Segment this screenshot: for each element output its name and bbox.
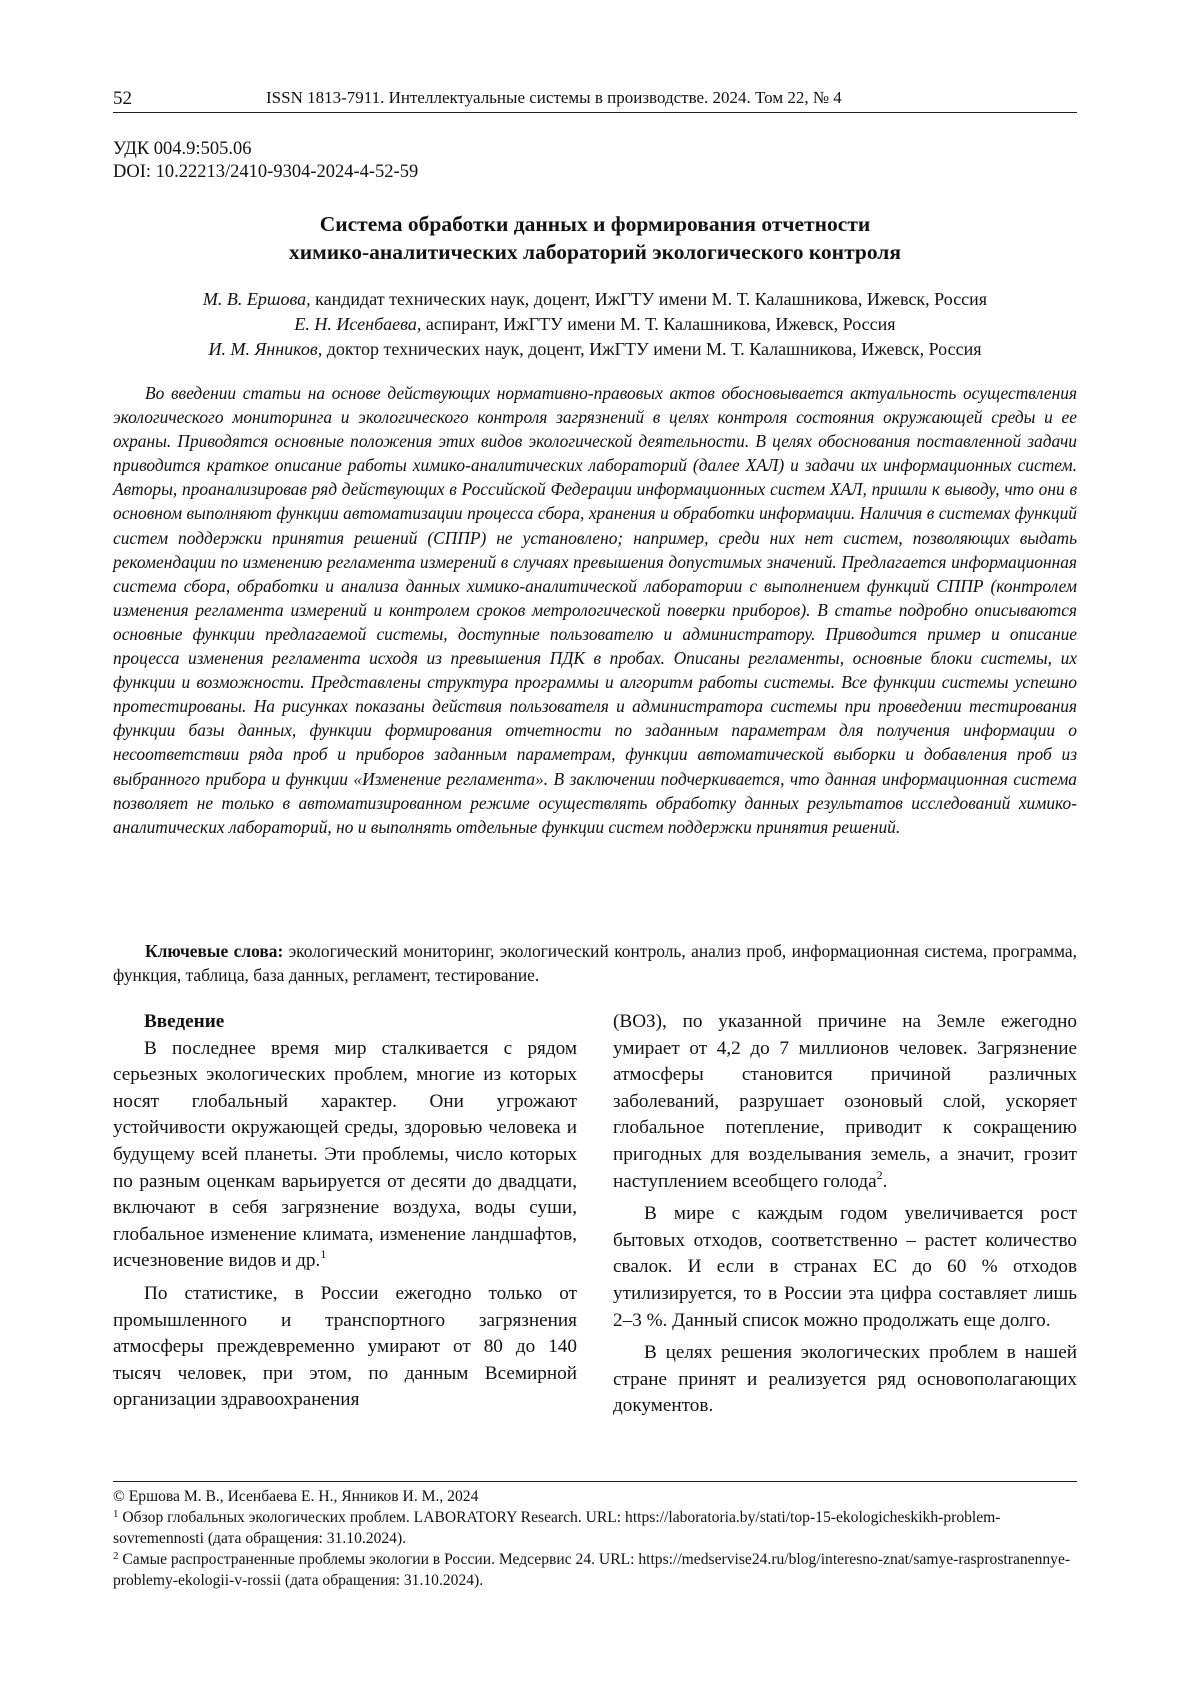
page-number: 52 <box>113 88 132 109</box>
footnote-ref[interactable]: 2 <box>876 1167 883 1182</box>
paragraph: По статистике, в России ежегодно только от промышленного и транспортного загрязнения атмосферы преждевременно умирают от 80 до 140 тысяч человек, при этом, по данным Всемирной организации здравоохранения <box>113 1282 577 1411</box>
section-heading-introduction: Введение <box>144 1011 225 1032</box>
keywords-text: экологический мониторинг, экологический контроль, анализ проб, информационная система, программа, функция, таблица, база данных, регламент, тестирование. <box>113 941 1077 985</box>
paragraph-text: В последнее время мир сталкивается с рядом серьезных экологических проблем, многие из которых носят глобальный характер. Они угрожают устойчивости окружающей среды, здоровью человека и будущему всей планеты. Эти проблемы, число которых по разным оценкам варьируется от десяти до двадцати, включают в себя загрязнение воздуха, воды суши, глобальное изменение климата, изменение ландшафтов, исчезновение видов и др. <box>113 1037 577 1272</box>
udk-code: УДК 004.9:505.06 <box>113 139 252 159</box>
paragraph <box>613 1009 1077 1195</box>
paragraph: В мире с каждым годом увеличивается рост бытовых отходов, соответственно – растет количество свалок. И если в странах ЕС до 60 % отходов утилизируется, то в России эта цифра составляет лишь 2–3 %. Данный список можно продолжать еще долго. <box>613 1203 1077 1331</box>
author-line <box>113 287 1077 312</box>
title-line-1: Система обработки данных и формирования отчетности <box>319 212 871 236</box>
footnotes <box>113 1486 1077 1591</box>
paragraph: В целях решения экологических проблем в нашей стране принят и реализуется ряд основополагающих документов. <box>613 1342 1077 1417</box>
keywords <box>113 939 1077 987</box>
paragraph <box>113 1036 577 1275</box>
journal-title: ISSN 1813-7911. Интеллектуальные системы в производстве. 2024. Том 22, № 4 <box>266 88 842 107</box>
title-line-2: химико-аналитических лабораторий экологического контроля <box>288 240 902 264</box>
footnote-ref[interactable]: 1 <box>320 1247 327 1262</box>
author-name: М. В. Ершова, <box>202 289 311 309</box>
author-affiliation: аспирант, ИжГТУ имени М. Т. Калашникова, Ижевск, Россия <box>421 314 896 334</box>
running-header <box>113 86 1077 113</box>
keywords-label: Ключевые слова: <box>145 941 284 961</box>
author-line <box>113 312 1077 337</box>
left-column <box>113 1009 577 1420</box>
doi: DOI: 10.22213/2410-9304-2024-4-52-59 <box>113 162 419 182</box>
footnote-divider <box>113 1481 1077 1482</box>
author-line <box>113 337 1077 362</box>
abstract: Во введении статьи на основе действующих нормативно-правовых актов обосновывается актуальность осуществления экологического мониторинга и экологического контроля загрязнений в целях контроля состояния окружающей среды и ее охраны. Приводятся основные положения этих видов экологической деятельности. В целях обоснования поставленной задачи приводится краткое описание работы химико-аналитических лабораторий (далее ХАЛ) и задачи их информационных систем. Авторы, проанализировав ряд действующих в Российской Федерации информационных систем ХАЛ, пришли к выводу, что они в основном выполняют функции автоматизации процесса сбора, хранения и обработки информации. Наличия в системах функций систем поддержки принятия решений (СППР) не установлено; например, среди них нет систем, позволяющих выдать рекомендации по изменению регламента измерений в случаях превышения допустимых значений. Предлагается информационная система сбора, обработки и анализа данных химико-аналитической лаборатории с выполнением функций СППР (контролем изменения регламента измерений и контролем сроков метрологической поверки приборов). В статье подробно описываются основные функции предлагаемой системы, доступные пользователю и администратору. Приводится пример и описание процесса изменения регламента исходя из превышения ПДК в пробах. Описаны регламенты, основные блоки системы, их функции и возможности. Представлены структура программы и алгоритм работы системы. Все функции системы успешно протестированы. На рисунках показаны действия пользователя и администратора системы при проведении тестирования функции базы данных, функции формирования отчетности по заданным параметрам для получения информации о несоответствии ряда проб и приборов заданным параметрам, функции автоматической выборки и добавления проб из выбранного прибора и функции «Изменение регламента». В заключении подчеркивается, что данная информационная система позволяет не только в автоматизированном режиме осуществлять обработку данных результатов исследований химико-аналитических лабораторий, но и выполнять отдельные функции систем поддержки принятия решений. <box>113 383 1077 837</box>
right-column <box>613 1009 1077 1426</box>
author-affiliation: кандидат технических наук, доцент, ИжГТУ имени М. Т. Калашникова, Ижевск, Россия <box>310 289 988 309</box>
author-name: И. М. Янников, <box>208 339 323 359</box>
author-list <box>113 287 1077 362</box>
paragraph-text: (ВОЗ), по указанной причине на Земле ежегодно умирает от 4,2 до 7 миллионов человек. Загрязнение атмосферы становится причиной различных заболеваний, разрушает озоновый слой, ускоряет глобальное потепление, приводит к сокращению пригодных для возделывания земель, а значит, грозит наступлением всеобщего голода <box>613 1011 1077 1192</box>
footnote-text: Самые распространенные проблемы экологии в России. Медсервис 24. URL: https://medservise24.ru/blog/interesno-znat/samye-rasprostranennye-problemy-ekologii-v-rossii (дата обращения: 31.10.2024). <box>113 1551 1071 1589</box>
footnote-2 <box>113 1549 1077 1591</box>
footnote-1 <box>113 1507 1077 1549</box>
copyright-line: © Ершова М. В., Исенбаева Е. Н., Янников И. М., 2024 <box>113 1488 479 1505</box>
footnote-text: Обзор глобальных экологических проблем. LABORATORY Research. URL: https://laboratoria.by/stati/top-15-ekologicheskikh-problem-sovremennosti (дата обращения: 31.10.2024). <box>113 1509 1001 1547</box>
article-identifiers <box>113 138 418 184</box>
article-title <box>113 210 1077 266</box>
author-name: Е. Н. Исенбаева, <box>294 314 422 334</box>
author-affiliation: доктор технических наук, доцент, ИжГТУ имени М. Т. Калашникова, Ижевск, Россия <box>322 339 982 359</box>
footnote-mark: 1 <box>113 1508 119 1520</box>
sentence-period: . <box>882 1170 888 1192</box>
footnote-mark: 2 <box>113 1550 119 1562</box>
